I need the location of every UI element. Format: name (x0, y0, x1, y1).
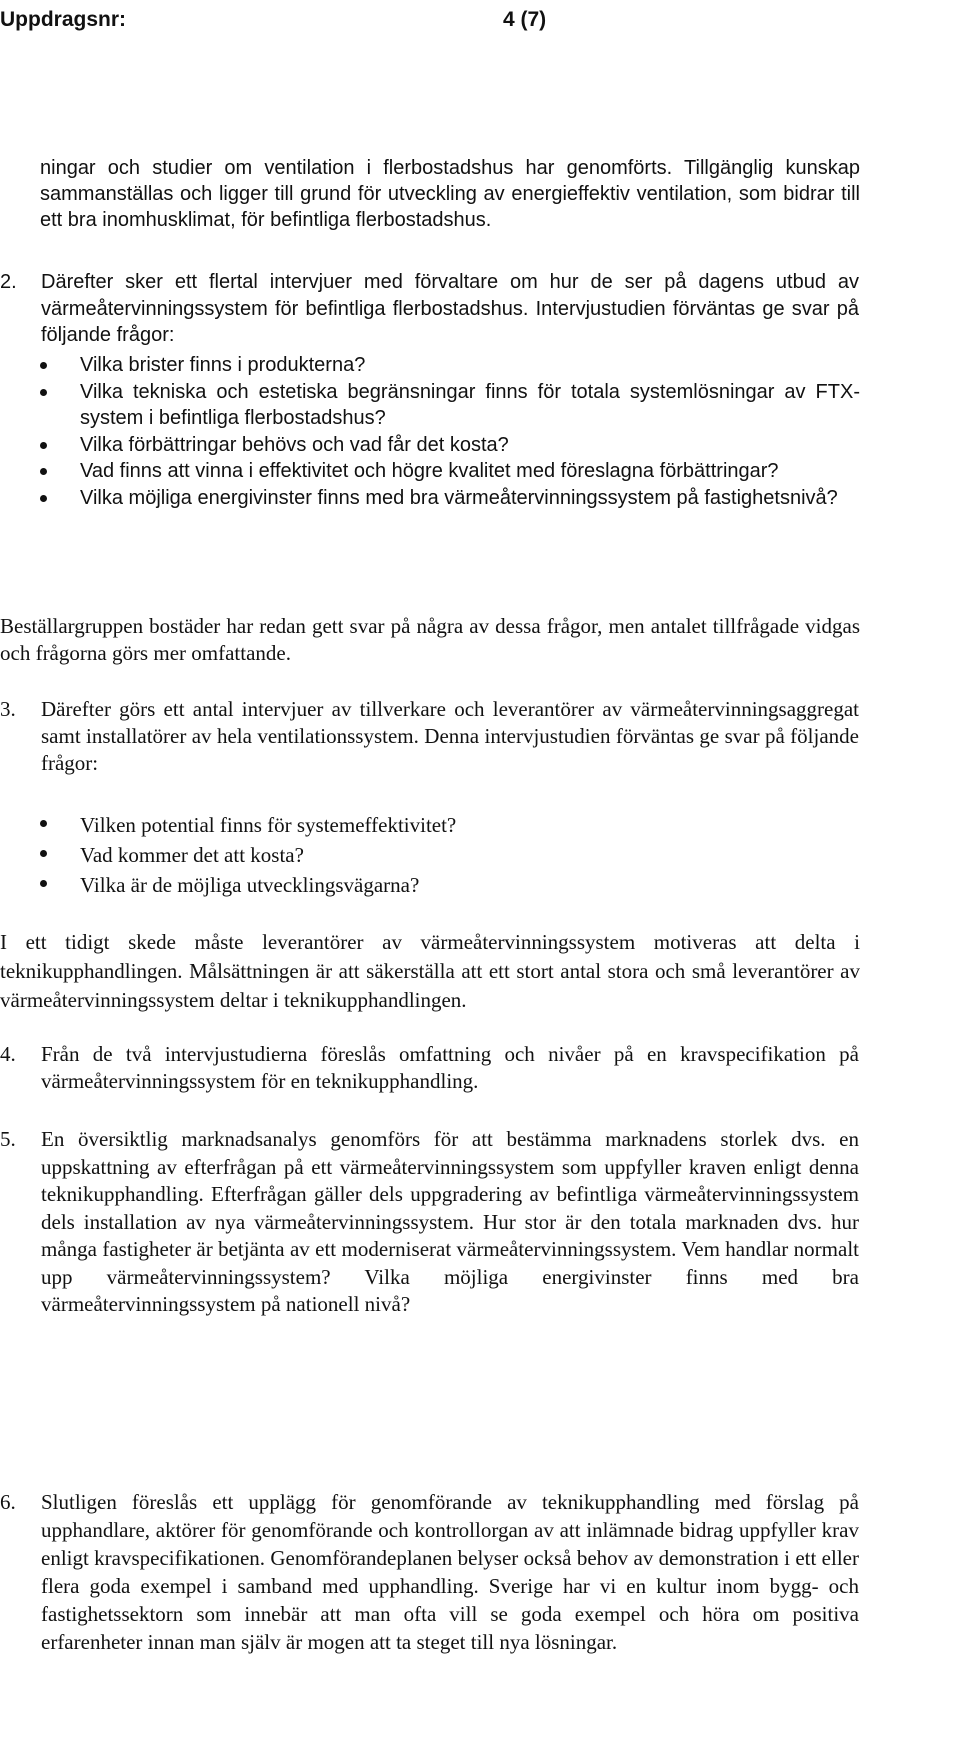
list-item: Vilka möjliga energivinster finns med bra värmeåtervinningssystem på fastighetsnivå? (0, 485, 860, 512)
bullet-icon (40, 495, 47, 502)
item-number: 2. (0, 271, 17, 293)
bullet-icon (40, 468, 47, 475)
list-item: Vilka förbättringar behövs och vad får det kosta? (0, 432, 860, 459)
item-text: Därefter görs ett antal intervjuer av tillverkare och leverantörer av värmeåtervinningsaggregat samt installatörer av hela ventilationssystem. Denna intervjustudien förväntas ge svar på följande frågor: (41, 697, 859, 775)
bullet-icon (40, 880, 47, 887)
bullet-icon (40, 850, 47, 857)
bullet-icon (40, 362, 47, 369)
page-number: 4 (7) (503, 8, 547, 31)
assignment-number-label: Uppdragsnr: (0, 8, 126, 31)
page-header (0, 4, 960, 40)
intro-paragraph: ningar och studier om ventilation i flerbostadshus har genomförts. Tillgänglig kunskap sammanställas och ligger till grund för utveckling av energieffektiv ventilation, som bidrar till ett bra inomhusklimat, för befintliga flerbostadshus. (40, 157, 860, 231)
bullet-icon (40, 442, 47, 449)
item-number: 6. (0, 1490, 16, 1514)
item2-question-list (0, 352, 860, 511)
item-text: En översiktlig marknadsanalys genomförs för att bestämma marknadens storlek dvs. en uppskattning av efterfrågan på ett värmeåtervinningssystem som uppfyller kraven enligt denna teknikupphandling. Efterfrågan gäller dels uppgradering av befintliga värmeåtervinningssystem dels installation av nya värmeåtervinningssystem. Hur stor är den totala marknaden dvs. hur många fastigheter är betjänta av ett moderniserat värmeåtervinningssystem. Vem handlar normalt upp värmeåtervinningssystem? Vilka möjliga energivinster finns med bra värmeåtervinningssystem på nationell nivå? (41, 1127, 859, 1316)
item-text: Från de två intervjustudierna föreslås omfattning och nivåer på en kravspecifikation på värmeåtervinningssystem för en teknikupphandling. (41, 1042, 859, 1093)
item-number: 3. (0, 697, 16, 721)
list-item: Vilka är de möjliga utvecklingsvägarna? (0, 870, 860, 900)
list-item: Vad finns att vinna i effektivitet och högre kvalitet med föreslagna förbättringar? (0, 458, 860, 485)
bullet-icon (40, 820, 47, 827)
list-item: Vad kommer det att kosta? (0, 840, 860, 870)
item-number: 4. (0, 1042, 16, 1066)
item3-question-list (0, 810, 860, 900)
item-number: 5. (0, 1127, 16, 1151)
list-item: Vilken potential finns för systemeffektivitet? (0, 810, 860, 840)
tidigt-skede-paragraph: I ett tidigt skede måste leverantörer av värmeåtervinningssystem motiveras att delta i teknikupphandlingen. Målsättningen är att säkerställa att ett stort antal stora och små leverantörer av värmeåtervinningssystem deltar i teknikupphandlingen. (0, 930, 860, 1012)
item-text: Därefter sker ett flertal intervjuer med förvaltare om hur de ser på dagens utbud av värmeåtervinningssystem för befintliga flerbostadshus. Intervjustudien förväntas ge svar på följande frågor: (41, 271, 859, 346)
bullet-icon (40, 389, 47, 396)
item-text: Slutligen föreslås ett upplägg för genomförande av teknikupphandling med förslag på upphandlare, aktörer för genomförande och kontrollorgan av att inlämnade bidrag uppfyller krav enligt kravspecifikationen. Genomförandeplanen belyser också behov av demonstration i ett eller flera goda exempel i samband med upphandling. Sverige har vi en kultur inom bygg- och fastighetssektorn som innebär att man ofta vill se goda exempel och höra om positiva erfarenheter innan man själv är mogen att ta steget till nya lösningar. (41, 1490, 859, 1654)
bestallargruppen-paragraph: Beställargruppen bostäder har redan gett svar på några av dessa frågor, men antalet tillfrågade vidgas och frågorna görs mer omfattande. (0, 614, 860, 665)
list-item: Vilka tekniska och estetiska begränsningar finns för totala systemlösningar av FTX-system i befintliga flerbostadshus? (0, 379, 860, 432)
list-item: Vilka brister finns i produkterna? (0, 352, 860, 379)
